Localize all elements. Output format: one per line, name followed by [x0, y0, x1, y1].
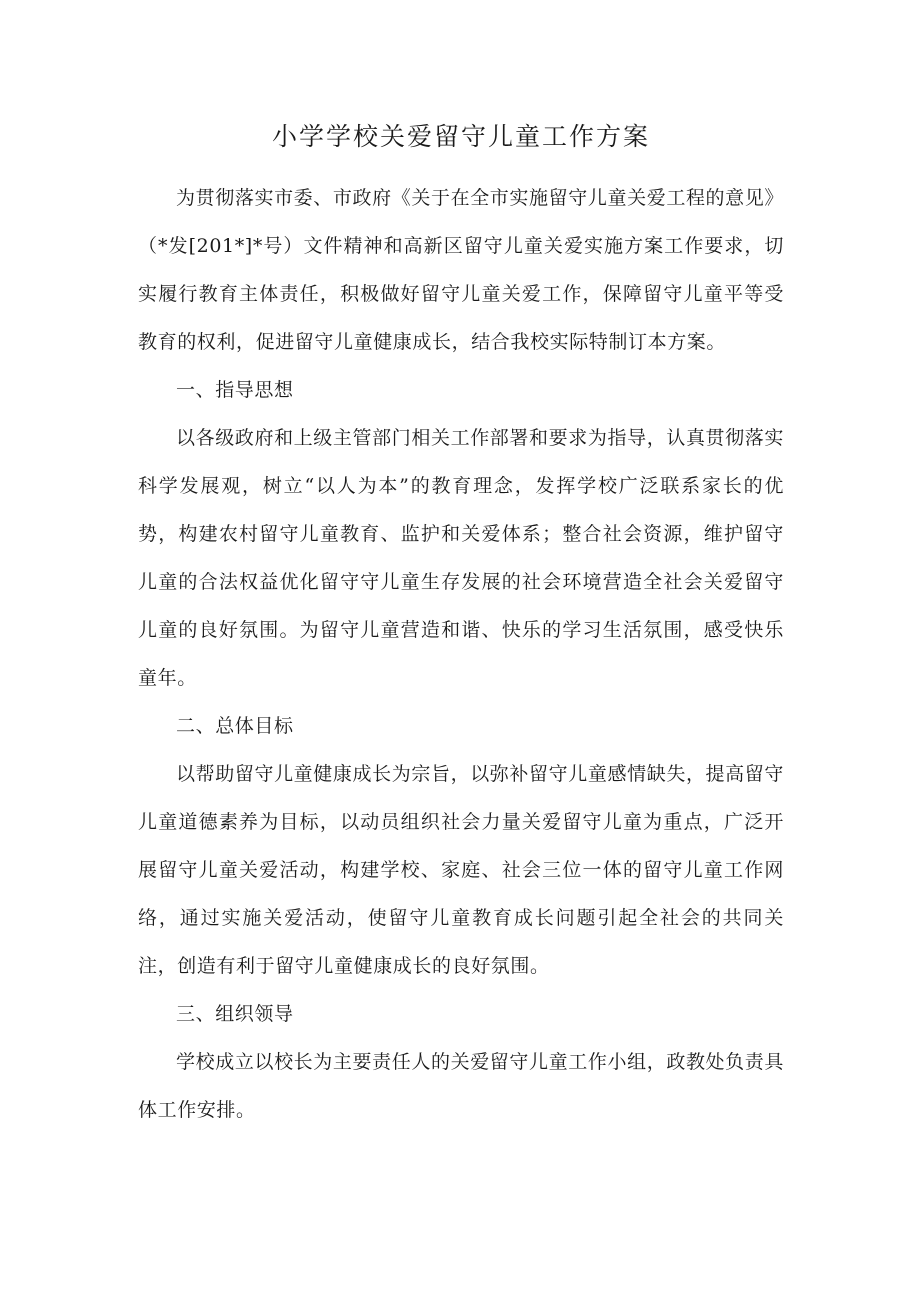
intro-paragraph: 为贯彻落实市委、市政府《关于在全市实施留守儿童关爱工程的意见》（*发[201*]*号）文件精神和高新区留守儿童关爱实施方案工作要求，切实履行教育主体责任，积极做好留守儿童关爱工作，保障留守儿童平等受教育的权利，促进留守儿童健康成长，结合我校实际特制订本方案。 [138, 187, 784, 353]
document-page [138, 112, 784, 1134]
section-body-overall-goal: 以帮助留守儿童健康成长为宗旨，以弥补留守儿童感情缺失，提高留守儿童道德素养为目标，以动员组织社会力量关爱留守儿童为重点，广泛开展留守儿童关爱活动，构建学校、家庭、社会三位一体的留守儿童工作网络，通过实施关爱活动，使留守儿童教育成长问题引起全社会的共同关注，创造有利于留守儿童健康成长的良好氛围。 [138, 763, 784, 977]
section-heading-guiding-ideology: 一、指导思想 [176, 379, 294, 401]
section-body-organization: 学校成立以校长为主要责任人的关爱留守儿童工作小组，政教处负责具体工作安排。 [138, 1051, 784, 1121]
section-body-guiding-ideology: 以各级政府和上级主管部门相关工作部署和要求为指导，认真贯彻落实科学发展观，树立“以人为本”的教育理念，发挥学校广泛联系家长的优势，构建农村留守儿童教育、监护和关爱体系；整合社会资源，维护留守儿童的合法权益优化留守守儿童生存发展的社会环境营造全社会关爱留守儿童的良好氛围。为留守儿童营造和谐、快乐的学习生活氛围，感受快乐童年。 [138, 427, 784, 689]
section-heading-organization: 三、组织领导 [176, 1003, 294, 1025]
section-heading-overall-goal: 二、总体目标 [176, 715, 294, 737]
document-title: 小学学校关爱留守儿童工作方案 [271, 122, 650, 151]
